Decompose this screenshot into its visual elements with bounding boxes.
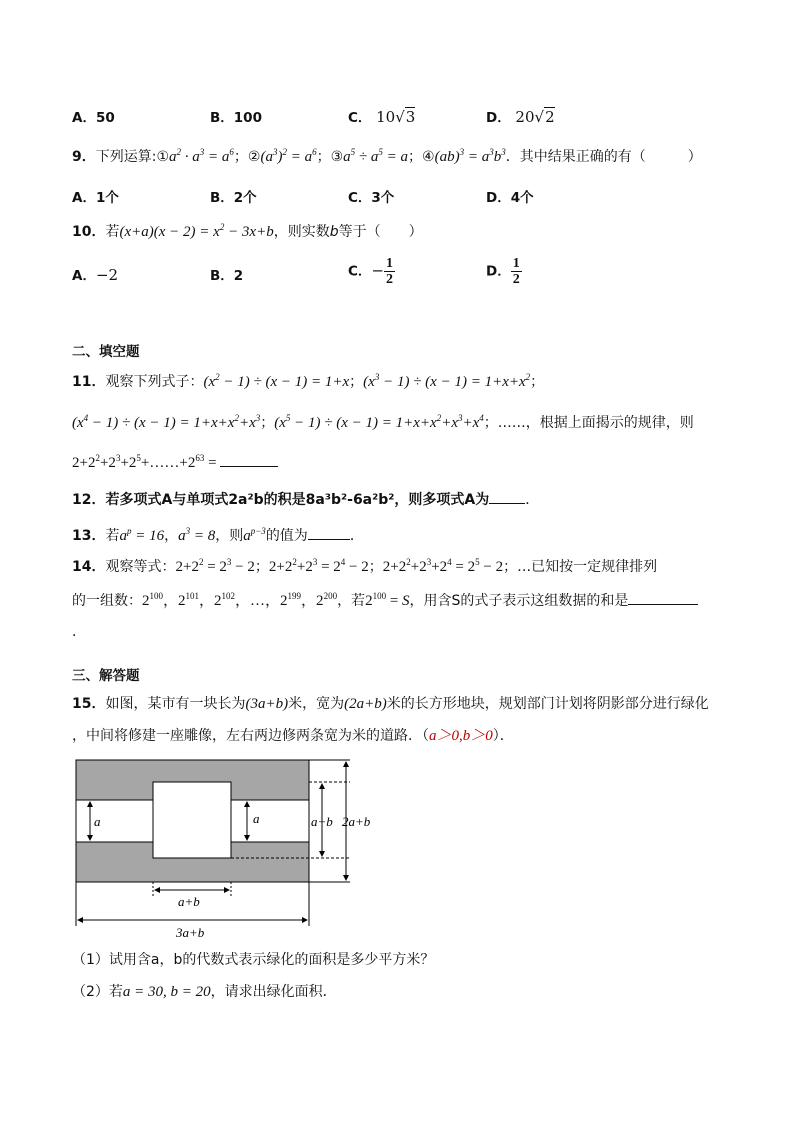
- q13-cond2: $a^3 = 8$: [178, 526, 216, 544]
- q8-option-d-coef: 20: [515, 108, 535, 126]
- q13-number: 13．: [72, 528, 106, 544]
- denominator: 2: [386, 272, 393, 287]
- q8-option-d-radicand: 2: [545, 108, 555, 126]
- numerator: 1: [386, 256, 393, 271]
- q15-line2-end: ）．: [492, 728, 514, 744]
- sqrt-sign: √: [395, 108, 405, 126]
- q15-sub1: （1）试用含a，b的代数式表示绿化的面积是多少平方米？: [72, 952, 435, 968]
- q11-formula1: $(x^2 - 1) \div (x - 1) = 1+x$: [203, 372, 350, 390]
- q10-option-a-label: A．: [72, 268, 96, 284]
- q9-op1: $a^2 \cdot a^3 = a^6$: [169, 147, 234, 165]
- q9-op2: $(a^3)^2 = a^6$: [260, 147, 317, 165]
- q14-eq2: $2+2^2+2^3 = 2^4 - 2$: [268, 557, 369, 575]
- q11-number: 11．: [72, 374, 106, 390]
- q15-text3: 米的长方形地块，规划部门计划将阴影部分进行绿化: [386, 696, 709, 712]
- arrowhead: [302, 917, 308, 923]
- arrowhead: [319, 783, 325, 789]
- arrowhead: [224, 887, 230, 893]
- q10-text-suffix: 等于（ ）: [338, 224, 423, 240]
- shaded-bottom-right: [231, 842, 309, 882]
- q9-op1-mark: ①: [156, 149, 170, 165]
- arrowhead: [319, 851, 325, 857]
- q9-text-suffix: ．其中结果正确的有（ ）: [505, 149, 702, 165]
- denominator: 2: [512, 272, 520, 287]
- q14-line2-mid: ，若: [337, 593, 366, 609]
- sqrt-sign: √: [534, 108, 545, 126]
- q14-end: ．: [72, 624, 86, 640]
- q15-text2: 米，宽为: [288, 696, 345, 712]
- q15-sub2: [72, 982, 337, 1002]
- q14-eq3: $2+2^2+2^3+2^4 = 2^5 - 2$: [382, 557, 504, 575]
- q11-formula4: $(x^5 - 1) \div (x - 1) = 1+x+x^2+x^3+x^4$: [274, 413, 484, 431]
- q10-option-c-sign: −: [371, 261, 384, 280]
- q10-text-middle: ，则实数: [273, 224, 330, 240]
- q15-sub2-condition: a = 30, b = 20: [122, 984, 211, 1000]
- q11-stem-line2: $(x^4 - 1) \div (x - 1) = 1+x+x^2+x^3$；$(x^5 - 1) \div (x - 1) = 1+x+x^2+x^3+x^4$；……，根据上面揭示的规律，则: [72, 413, 694, 431]
- label-a-left: a: [94, 814, 101, 829]
- q13-text-prefix: 若: [105, 528, 120, 544]
- q15-width: (2a+b): [344, 696, 387, 712]
- q9-option-a[interactable]: A．1个: [72, 190, 119, 206]
- q14-line2-suffix: ，用含S的式子表示这组数据的和是: [409, 593, 629, 609]
- q8-option-a[interactable]: A．50: [72, 110, 115, 126]
- q9-text-prefix: 下列运算:: [95, 149, 157, 165]
- q8-option-b[interactable]: B．100: [210, 110, 262, 126]
- q15-sub2-suffix: ，请求出绿化面积．: [210, 984, 337, 1000]
- label-2ab: 2a+b: [342, 814, 371, 829]
- q14-eq1: $2+2^2 = 2^3 - 2$: [175, 557, 255, 575]
- section-fill-in-title: 二、填空题: [72, 344, 140, 360]
- arrowhead: [343, 761, 349, 767]
- q14-stem-line1: 14．观察等式：$2+2^2 = 2^3 - 2$；$2+2^2+2^3 = 2^4 - 2$；$2+2^2+2^3+2^4 = 2^5 - 2$；…已知按一定规律排列: [72, 557, 658, 575]
- q15-sub2-prefix: （2）若: [72, 984, 123, 1000]
- arrowhead: [154, 887, 160, 893]
- label-3ab: 3a+b: [176, 925, 205, 940]
- arrowhead: [87, 801, 93, 807]
- label-a-right: a: [253, 811, 260, 826]
- q14-line2-prefix: 的一组数：: [72, 593, 142, 609]
- q9-option-d[interactable]: D．4个: [486, 190, 534, 206]
- q8-option-c-coef: 10: [376, 108, 396, 126]
- q11-sum-expression: $2+2^2+2^3+2^5+\dots\dots+2^{63}$ =: [72, 453, 221, 471]
- arrowhead: [77, 917, 83, 923]
- q14-text-mid: ；…已知按一定规律排列: [503, 559, 658, 575]
- q15-line2: ，中间将修建一座雕像，左右两边修两条宽为米的道路．（: [72, 728, 429, 744]
- q13-sep: ，: [164, 528, 179, 544]
- q9-number: 9．: [72, 149, 96, 165]
- q10-option-b[interactable]: B．2: [210, 268, 244, 284]
- section-answer-title: 三、解答题: [72, 668, 140, 684]
- q11-text-mid: ；……，根据上面揭示的规律，则: [483, 415, 694, 431]
- q15-length: (3a+b): [245, 696, 289, 712]
- q9-op3-mark: ；③: [316, 149, 344, 165]
- q8-option-c-label: C．: [348, 110, 372, 126]
- numerator: 1: [512, 256, 520, 271]
- shaded-bottom-middle: [153, 858, 231, 882]
- q9-op3: $a^5 \div a^5 = a$: [343, 147, 409, 165]
- label-ab-vertical: a+b: [311, 814, 333, 829]
- q11-formula2: $(x^3 - 1) \div (x - 1) = 1+x+x^2$: [363, 372, 531, 390]
- q10-option-c-label: C．: [348, 263, 372, 280]
- q9-op4: $(ab)^3 = a^3b^3$: [434, 147, 506, 165]
- q11-text-prefix: 观察下列式子：: [105, 374, 204, 390]
- q15-text1: 如图，某市有一块长为: [105, 696, 246, 712]
- q13-end: ．: [349, 528, 364, 544]
- q15-condition: a＞0,b＞0: [429, 728, 493, 744]
- q12-number: 12．: [72, 492, 106, 508]
- statue-square: [153, 782, 231, 858]
- arrowhead: [343, 875, 349, 881]
- q12-end: ．: [525, 492, 540, 508]
- q10-equation: $(x+a)(x - 2) = x^2 - 3x+b$: [119, 222, 274, 240]
- q13-text-suffix: 的值为: [265, 528, 308, 544]
- arrowhead: [244, 835, 250, 841]
- q8-option-d-label: D．: [486, 110, 511, 126]
- q11-formula3: $(x^4 - 1) \div (x - 1) = 1+x+x^2+x^3$: [72, 413, 261, 431]
- shaded-top-right-notch: [231, 782, 309, 800]
- q13-cond1: $a^p = 16$: [119, 526, 165, 544]
- q12-text: 若多项式A与单项式2a²b的积是8a³b²-6a²b²，则多项式A为: [105, 492, 490, 508]
- q14-sequence: $2^{100}$，$2^{101}$，$2^{102}$，…，$2^{199}$，$2^{200}$: [142, 591, 338, 609]
- q10-var: b: [329, 224, 339, 240]
- q10-option-a-value: −2: [95, 266, 119, 284]
- q15-number: 15．: [72, 696, 106, 712]
- q10-text-prefix: 若: [105, 224, 120, 240]
- q14-text-prefix: 观察等式：: [105, 559, 176, 575]
- q9-op2-mark: ；②: [233, 149, 261, 165]
- q10-option-d-label: D．: [486, 263, 511, 280]
- q10-number: 10．: [72, 224, 106, 240]
- q11-stem-line1: 11．观察下列式子：$(x^2 - 1) \div (x - 1) = 1+x$；$(x^3 - 1) \div (x - 1) = 1+x+x^2$；: [72, 372, 545, 390]
- arrowhead: [244, 801, 250, 807]
- arrowhead: [87, 835, 93, 841]
- q9-op4-mark: ；④: [408, 149, 435, 165]
- shaded-bottom-left: [76, 842, 153, 882]
- q13-text-mid: ，则: [215, 528, 244, 544]
- q9-option-b[interactable]: B．2个: [210, 190, 257, 206]
- q14-condition: $2^{100} = S$: [365, 591, 410, 609]
- q9-option-c[interactable]: C．3个: [348, 190, 395, 206]
- q13-target: $a^{p-3}$: [243, 526, 266, 544]
- label-ab-horizontal: a+b: [178, 894, 200, 909]
- q14-number: 14．: [72, 559, 106, 575]
- q8-option-c-radicand: 3: [405, 108, 416, 126]
